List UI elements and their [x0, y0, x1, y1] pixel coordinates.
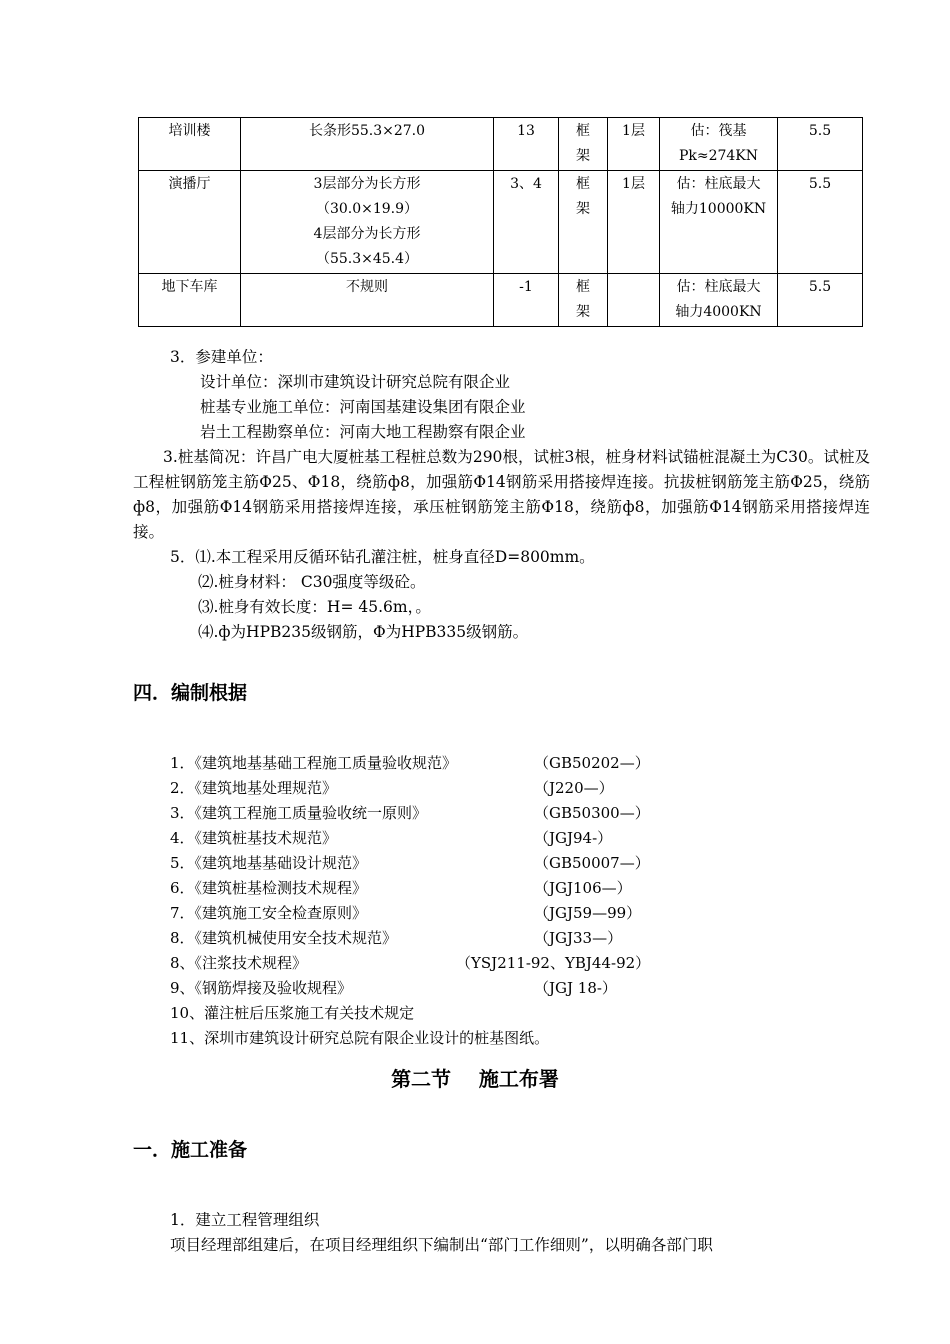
building-shape: 长条形55.3×27.0: [241, 118, 494, 171]
foundation-load: 估：柱底最大 轴力10000KN: [660, 171, 778, 274]
geo-survey-unit: 岩土工程勘察单位：河南大地工程勘察有限企业: [200, 423, 526, 441]
chapter-title: 第二节 施工布署: [391, 1067, 559, 1091]
table-row: [139, 118, 863, 171]
design-unit: 设计单位：深圳市建筑设计研究总院有限企业: [200, 373, 511, 391]
pile-spec-4: ⑷.ф为HPB235级钢筋，Φ为HPB335级钢筋。: [198, 623, 529, 641]
standard-name: 3．《建筑工程施工质量验收统一原则》: [170, 804, 428, 822]
pile-summary: 3.桩基简况：许昌广电大厦桩基工程桩总数为290根，试桩3根，桩身材料试锚桩混凝土为C30。试桩及工程桩钢筋笼主筋Φ25、Φ18，绕筋ф8，加强筋Φ14钢筋采用搭接焊连接。抗拔桩钢筋笼主筋Φ25，绕筋ф8，加强筋Φ14钢筋采用搭接焊连接，承压桩钢筋笼主筋Φ18，绕筋ф8，加强筋Φ14钢筋采用搭接焊连接。: [133, 448, 870, 541]
building-shape: 不规则: [241, 274, 494, 327]
building-name: 演播厅: [139, 171, 241, 274]
standard-code: （GB50007—）: [534, 854, 650, 872]
standard-name: 8．《建筑机械使用安全技术规范》: [170, 929, 398, 947]
standard-code: （JGJ94-）: [534, 829, 613, 847]
standard-name: 9、《钢筋焊接及验收规程》: [170, 979, 353, 997]
standard-code: （JGJ106—）: [534, 879, 632, 897]
standard-name: 1．《建筑地基基础工程施工质量验收规范》: [170, 754, 458, 772]
standard-name: 10、灌注桩后压浆施工有关技术规定: [170, 1004, 415, 1022]
building-name: 培训楼: [139, 118, 241, 171]
standard-code: （J220—）: [534, 779, 614, 797]
prep-item: 1．建立工程管理组织: [170, 1211, 320, 1229]
foundation-load: 估：柱底最大 轴力4000KN: [660, 274, 778, 327]
basement-floors: 1层: [608, 171, 660, 274]
pile-spec-2: ⑵.桩身材料： C30强度等级砼。: [198, 573, 426, 591]
standard-code: （YSJ211-92、YBJ44-92）: [456, 954, 651, 972]
structure-type: 框 架: [559, 274, 608, 327]
standard-name: 8、《注浆技术规程》: [170, 954, 308, 972]
standard-code: （JGJ 18-）: [534, 979, 617, 997]
standard-name: 4．《建筑桩基技术规范》: [170, 829, 338, 847]
table-row: [139, 171, 863, 274]
pile-contractor: 桩基专业施工单位：河南国基建设集团有限企业: [200, 398, 526, 416]
standard-name: 11、深圳市建筑设计研究总院有限企业设计的桩基图纸。: [170, 1029, 550, 1047]
structure-type: 框 架: [559, 171, 608, 274]
section-heading: 一．施工准备: [133, 1139, 248, 1161]
participants-heading: 3．参建单位：: [170, 348, 273, 366]
pile-spec-3: ⑶.桩身有效长度：H= 45.6m，。: [198, 598, 431, 616]
floor-count: -1: [494, 274, 559, 327]
building-table: [138, 117, 863, 327]
pile-spec-1: 5．⑴.本工程采用反循环钻孔灌注桩，桩身直径D=800mm。: [170, 548, 595, 566]
floor-count: 13: [494, 118, 559, 171]
floor-count: 3、4: [494, 171, 559, 274]
section-heading: 四．编制根据: [133, 682, 248, 704]
standard-code: （JGJ33—）: [534, 929, 623, 947]
depth-value: 5.5: [778, 118, 863, 171]
building-shape: 3层部分为长方形 （30.0×19.9） 4层部分为长方形 （55.3×45.4）: [241, 171, 494, 274]
depth-value: 5.5: [778, 171, 863, 274]
structure-type: 框 架: [559, 118, 608, 171]
standard-name: 5．《建筑地基基础设计规范》: [170, 854, 368, 872]
basement-floors: 1层: [608, 118, 660, 171]
standard-name: 6．《建筑桩基检测技术规程》: [170, 879, 368, 897]
building-name: 地下车库: [139, 274, 241, 327]
standard-code: （GB50300—）: [534, 804, 650, 822]
foundation-load: 估：筏基 Pk≈274KN: [660, 118, 778, 171]
standard-code: （JGJ59—99）: [534, 904, 642, 922]
basement-floors: [608, 274, 660, 327]
standard-name: 7．《建筑施工安全检查原则》: [170, 904, 368, 922]
depth-value: 5.5: [778, 274, 863, 327]
standard-code: （GB50202—）: [534, 754, 650, 772]
table-row: [139, 274, 863, 327]
standard-name: 2．《建筑地基处理规范》: [170, 779, 338, 797]
prep-text: 项目经理部组建后，在项目经理组织下编制出“部门工作细则”，以明确各部门职: [170, 1236, 713, 1254]
